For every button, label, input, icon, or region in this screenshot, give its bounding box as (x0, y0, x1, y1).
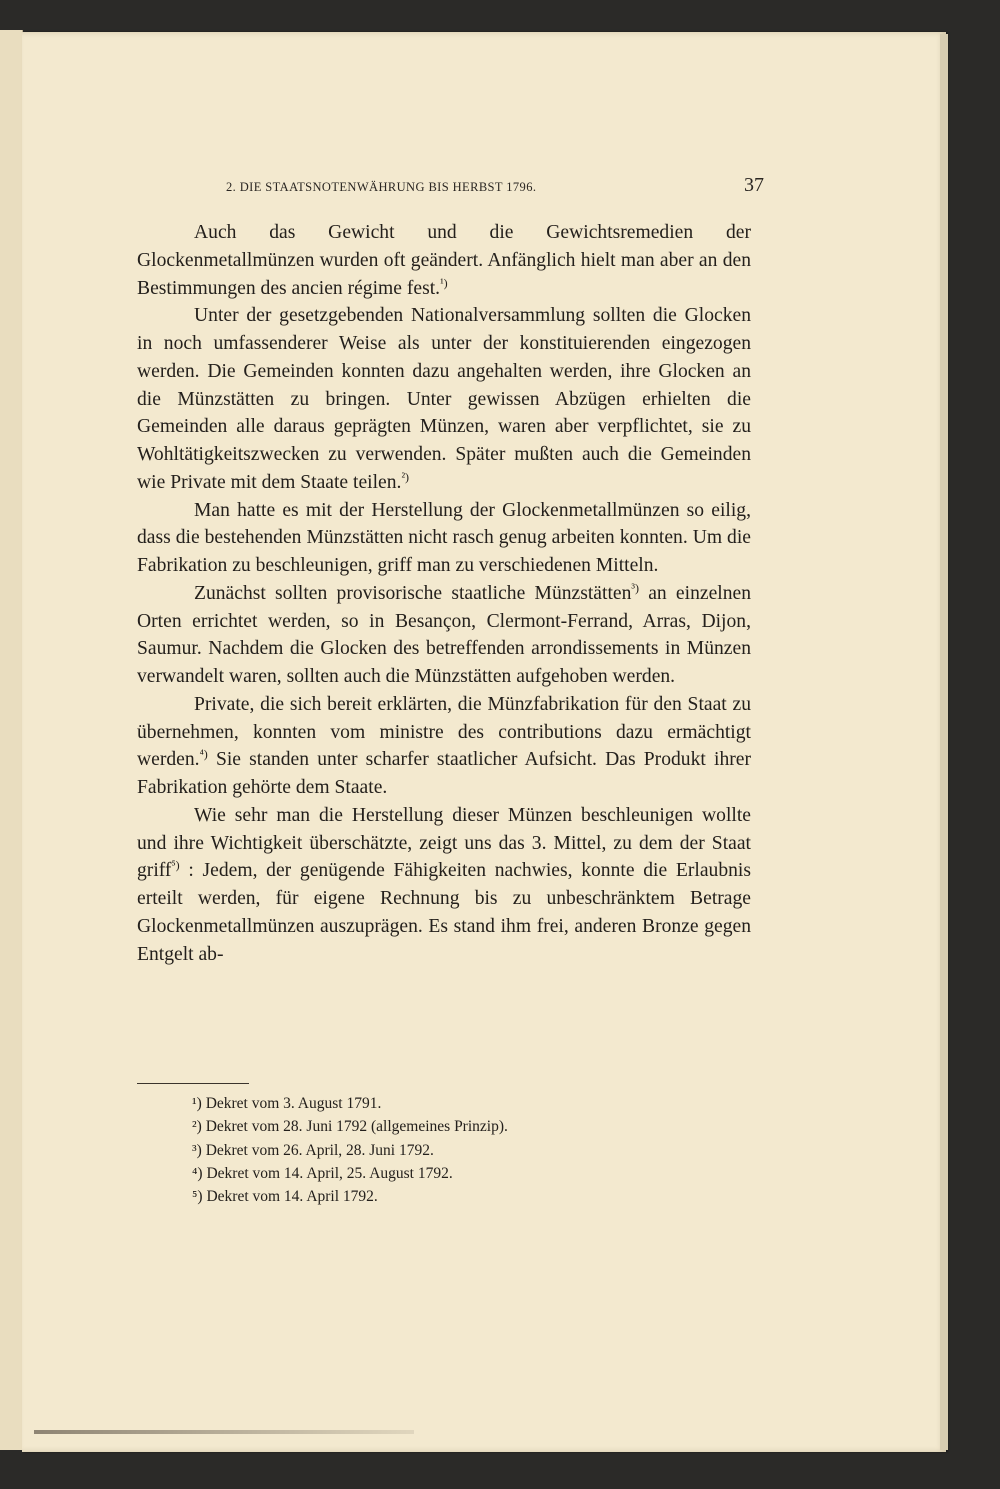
paragraph-text: Zunächst sollten provisorische staatliche Münzstätten (194, 582, 632, 604)
paragraph (137, 219, 751, 302)
paragraph-text: Unter der gesetzgebenden Nationalversammlung sollten die Glocken in noch umfassenderer Weise als unter der konstituierenden eingezogen werden. Die Gemeinden konnten dazu angehalten werden, ihre Glocken an die Münzstätten zu bringen. Unter gewissen Abzügen erhielten die Gemeinden alle daraus geprägten Münzen, waren aber verpflichtet, sie zu Wohltätigkeitszwecken zu verwenden. Später mußten auch die Gemeinden wie Private mit dem Staate teilen. (137, 305, 751, 493)
page-bottom-smudge (34, 1430, 414, 1434)
underlying-page-edge (0, 30, 23, 1450)
paragraph (137, 302, 751, 496)
footnote-reference: ⁴) (199, 747, 208, 762)
footnote-item (192, 1115, 692, 1138)
page-header (226, 176, 766, 200)
footnotes (192, 1092, 692, 1208)
footnote-item (192, 1162, 692, 1185)
footnote-reference: ⁵) (171, 858, 180, 873)
footnote-reference: ³) (631, 580, 639, 595)
paragraph-text: an einzelnen Orten errichtet werden, so in Besançon, Clermont-Ferrand, Arras, Dijon, Saumur. Nachdem die Glocken des betreffenden arrondissements in Münzen verwandelt waren, sollten auch die Münzstätten aufgehoben werden. (137, 582, 751, 687)
paragraph-text: Private, die sich bereit erklärten, die Münzfabrikation für den Staat zu übernehmen, konnten vom ministre des contributions dazu ermächtigt werden. (137, 693, 751, 771)
footnote-divider (137, 1083, 249, 1084)
footnote-mark: ⁵) (192, 1188, 203, 1206)
footnote-reference: ²) (401, 469, 410, 484)
paragraph (137, 580, 751, 691)
page-number: 37 (744, 174, 764, 196)
paragraph-text: Wie sehr man die Herstellung dieser Münzen beschleunigen wollte und ihre Wichtigkeit überschätzte, zeigt uns das 3. Mittel, zu dem der Staat griff (137, 804, 751, 882)
footnote-item (192, 1139, 692, 1162)
footnote-mark: ⁴) (192, 1164, 203, 1182)
footnote-text: Dekret vom 3. August 1791. (205, 1095, 382, 1112)
paragraph-text: Man hatte es mit der Herstellung der Glockenmetallmünzen so eilig, dass die bestehenden Münzstätten nicht rasch genug arbeiten konnten. Um die Fabrikation zu beschleunigen, griff man zu verschiedenen Mitteln. (137, 499, 751, 576)
paragraph-text: : Jedem, der genügende Fähigkeiten nachwies, konnte die Erlaubnis erteilt werden, für eigene Rechnung bis zu unbeschränktem Betrage Glockenmetallmünzen auszuprägen. Es stand ihm frei, anderen Bronze gegen Entgelt ab- (137, 860, 751, 965)
footnote-item (192, 1092, 692, 1115)
footnote-text: Dekret vom 14. April, 25. August 1792. (206, 1164, 453, 1182)
page-stack-edge (940, 34, 948, 1450)
body-text (137, 219, 751, 968)
running-head: 2. DIE STAATSNOTENWÄHRUNG BIS HERBST 1796. (226, 180, 537, 194)
footnote-mark: ²) (192, 1118, 202, 1136)
footnote-text: Dekret vom 14. April 1792. (206, 1188, 378, 1206)
footnote-item (192, 1185, 692, 1208)
paragraph-text: Sie standen unter scharfer staatlicher Aufsicht. Das Produkt ihrer Fabrikation gehörte dem Staate. (137, 749, 751, 798)
footnote-text: Dekret vom 26. April, 28. Juni 1792. (205, 1141, 434, 1159)
footnote-mark: ¹) (192, 1095, 202, 1112)
footnote-reference: ¹) (440, 275, 448, 290)
paragraph (137, 691, 751, 802)
footnote-mark: ³) (192, 1141, 202, 1159)
footnote-text: Dekret vom 28. Juni 1792 (allgemeines Prinzip). (205, 1118, 508, 1136)
paragraph-text: Auch das Gewicht und die Gewichtsremedien der Glockenmetallmünzen wurden oft geändert. Anfänglich hielt man aber an den Bestimmungen des ancien régime fest. (137, 222, 751, 299)
paragraph (137, 802, 751, 969)
paragraph (137, 497, 751, 580)
